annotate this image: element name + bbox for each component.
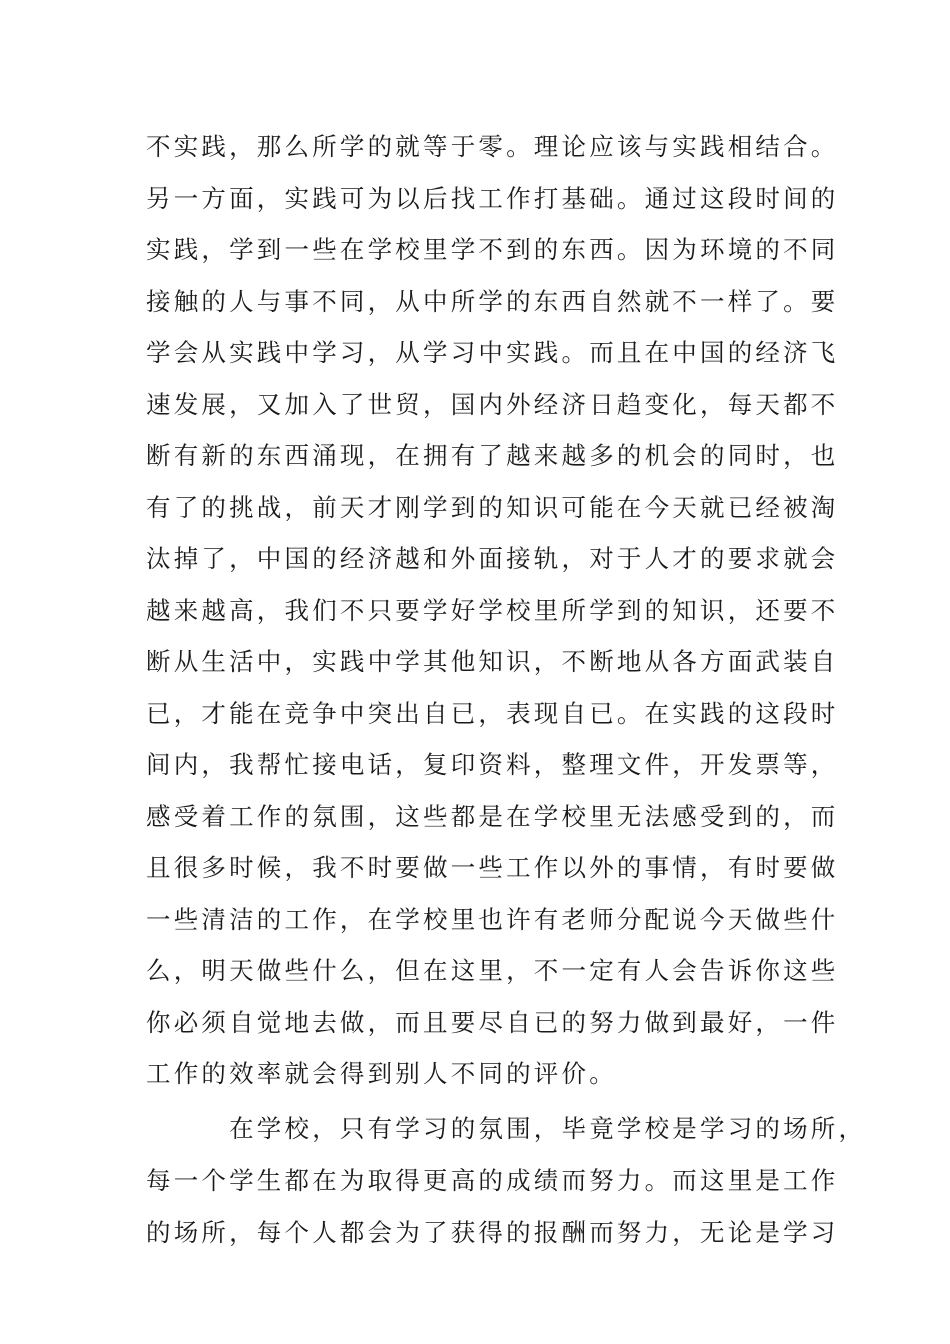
text-line: 且很多时候，我不时要做一些工作以外的事情，有时要做	[146, 853, 839, 882]
text-line: 断有新的东西涌现，在拥有了越来越多的机会的同时，也	[146, 441, 839, 470]
text-line: 一些清洁的工作，在学校里也许有老师分配说今天做些什	[146, 904, 839, 934]
paragraph-first-line: 在学校，只有学习的氛围，毕竟学校是学习的场所，	[146, 1114, 867, 1143]
text-line: 每一个学生都在为取得更高的成绩而努力。而这里是工作	[146, 1166, 839, 1195]
text-line: 已，才能在竞争中突出自已，表现自已。在实践的这段时	[146, 698, 839, 728]
text-line: 接触的人与事不同，从中所学的东西自然就不一样了。要	[146, 286, 839, 316]
text-line: 的场所，每个人都会为了获得的报酬而努力，无论是学习	[146, 1218, 839, 1247]
text-line: 不实践，那么所学的就等于零。理论应该与实践相结合。	[146, 132, 839, 161]
text-line: 感受着工作的氛围，这些都是在学校里无法感受到的，而	[146, 801, 839, 831]
text-line: 有了的挑战，前天才刚学到的知识可能在今天就已经被淘	[146, 492, 839, 522]
text-line: 断从生活中，实践中学其他知识，不断地从各方面武装自	[146, 647, 839, 676]
text-line: 速发展，又加入了世贸，国内外经济日趋变化，每天都不	[146, 389, 839, 419]
text-line: 间内，我帮忙接电话，复印资料，整理文件，开发票等，	[146, 750, 839, 779]
text-line: 另一方面，实践可为以后找工作打基础。通过这段时间的	[146, 183, 839, 213]
text-line: 么，明天做些什么，但在这里，不一定有人会告诉你这些	[146, 956, 839, 985]
text-line: 汰掉了，中国的经济越和外面接轨，对于人才的要求就会	[146, 544, 839, 573]
text-line: 工作的效率就会得到别人不同的评价。	[146, 1059, 617, 1088]
text-line: 你必须自觉地去做，而且要尽自已的努力做到最好，一件	[146, 1007, 839, 1037]
text-line: 学会从实践中学习，从学习中实践。而且在中国的经济飞	[146, 338, 839, 367]
text-line: 越来越高，我们不只要学好学校里所学到的知识，还要不	[146, 595, 839, 625]
text-line: 实践，学到一些在学校里学不到的东西。因为环境的不同	[146, 235, 839, 264]
